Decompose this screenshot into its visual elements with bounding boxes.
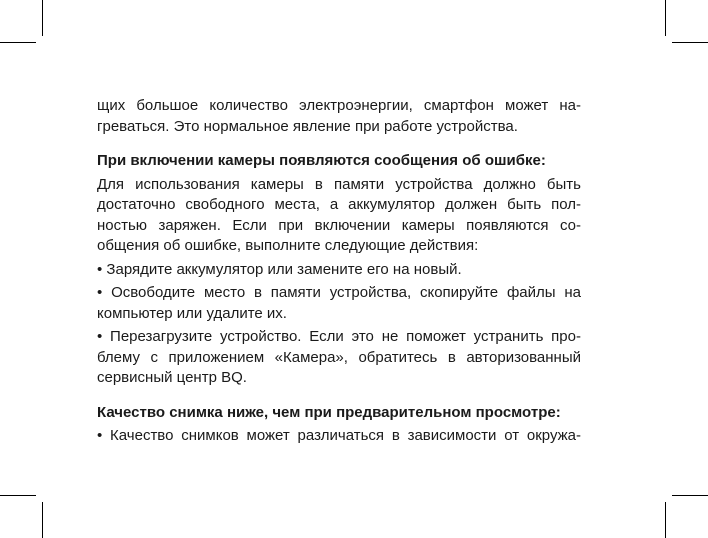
paragraph-line: ностью заряжен. Если при включении камеры появляются со- [97, 216, 581, 234]
crop-mark-top-right-vertical [665, 0, 666, 36]
bullet-line: компьютер или удалите их. [97, 304, 287, 322]
crop-mark-top-left-vertical [42, 0, 43, 36]
crop-mark-bottom-right-vertical [665, 502, 666, 538]
bullet-item-restart-device [97, 327, 581, 389]
bullet-item-photo-quality [97, 426, 581, 447]
bullet-line: • Освободите место в памяти устройства, скопируйте файлы на [97, 284, 581, 301]
crop-mark-top-right-horizontal [672, 42, 708, 43]
bullet-line: • Зарядите аккумулятор или замените его на новый. [97, 260, 462, 278]
bullet-line: сервисный центр BQ. [97, 369, 247, 386]
bullet-item-free-memory [97, 283, 581, 324]
bullet-line: • Качество снимков может различаться в зависимости от окружа- [97, 427, 581, 444]
section-heading-photo-quality: Качество снимка ниже, чем при предварительном просмотре: [97, 403, 561, 421]
crop-mark-bottom-right-horizontal [672, 495, 708, 496]
paragraph-line: общения об ошибке, выполните следующие действия: [97, 237, 479, 254]
intro-paragraph [97, 96, 581, 137]
bullet-item-charge-battery [97, 260, 581, 281]
crop-mark-bottom-left-vertical [42, 502, 43, 538]
intro-line: греваться. Это нормальное явление при работе устройства. [97, 117, 518, 135]
section-heading-camera-errors: При включении камеры появляются сообщения об ошибке: [97, 152, 546, 169]
crop-mark-bottom-left-horizontal [0, 495, 36, 496]
bullet-line: блему с приложением «Камера», обратитесь в авторизованный [97, 348, 581, 366]
paragraph-line: Для использования камеры в памяти устройства должно быть [97, 175, 581, 193]
document-body [97, 96, 581, 447]
crop-mark-top-left-horizontal [0, 42, 36, 43]
paragraph-line: достаточно свободного места, а аккумулятор должен быть пол- [97, 196, 581, 213]
camera-errors-paragraph [97, 175, 581, 257]
bullet-line: • Перезагрузите устройство. Если это не поможет устранить про- [97, 328, 581, 345]
intro-line: щих большое количество электроэнергии, смартфон может на- [97, 97, 581, 114]
